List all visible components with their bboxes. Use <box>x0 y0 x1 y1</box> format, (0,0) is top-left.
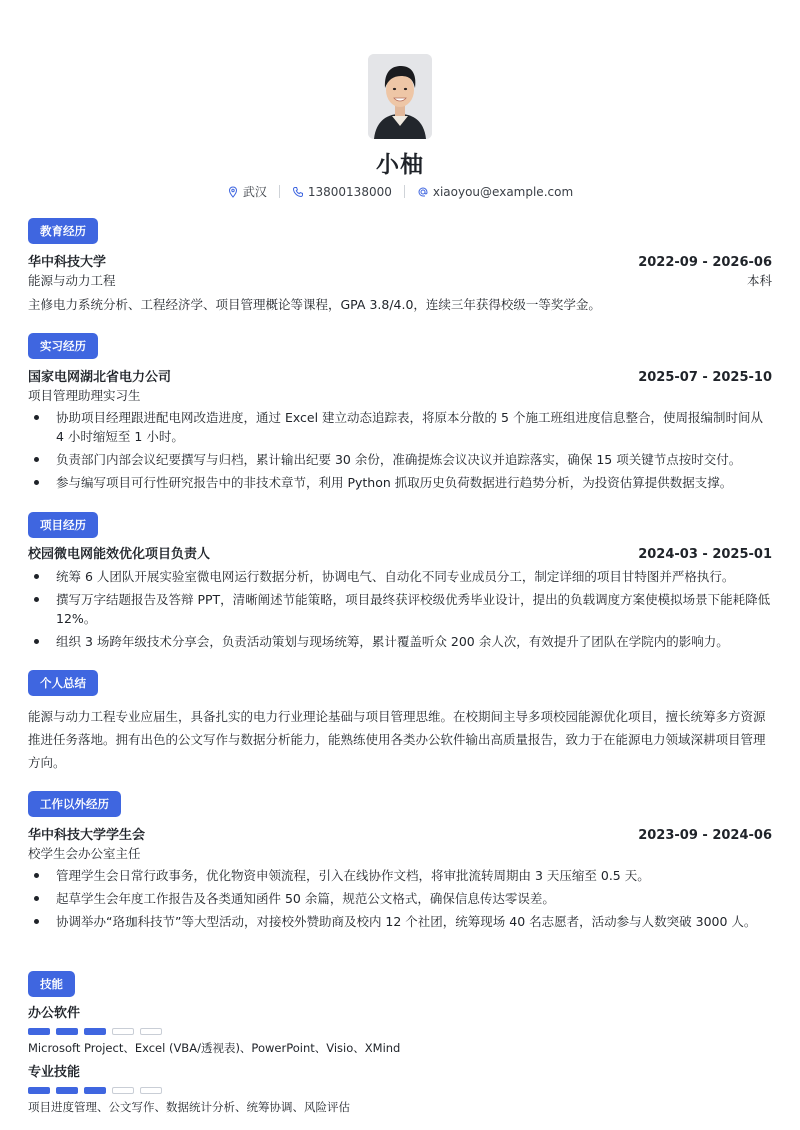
candidate-name: 小柚 <box>376 152 424 178</box>
contact-divider <box>404 185 405 198</box>
skills-section <box>28 971 772 1115</box>
contact-phone[interactable] <box>292 185 392 199</box>
skill-level-segment-filled <box>84 1028 106 1035</box>
contact-divider <box>279 185 280 198</box>
skill-level-segment-filled <box>28 1028 50 1035</box>
section-tag-summary: 个人总结 <box>28 670 98 696</box>
location-pin-icon <box>227 186 239 198</box>
section-tag-internship: 实习经历 <box>28 333 98 359</box>
summary-text: 能源与动力工程专业应届生，具备扎实的电力行业理论基础与项目管理思维。在校期间主导多项校园能源优化项目，擅长统筹多方资源推进任务落地。拥有出色的公文写作与数据分析能力，能熟练使用各类办公软件输出高质量报告，致力于在能源电力领域深耕项目管理方向。 <box>28 709 766 770</box>
project-header <box>28 546 772 564</box>
skill-level-bar <box>28 1028 772 1035</box>
list-item: 起草学生会年度工作报告及各类通知函件 50 余篇，规范公文格式，确保信息传达零误差。 <box>28 889 772 908</box>
extra-period: 2023-09 - 2024-06 <box>638 828 772 843</box>
section-tag-project: 项目经历 <box>28 512 98 538</box>
extra-header <box>28 827 772 845</box>
school-name: 华中科技大学 <box>28 255 107 270</box>
section-tag-extra: 工作以外经历 <box>28 791 121 817</box>
profile-photo <box>368 54 432 139</box>
skill-description: Microsoft Project、Excel (VBA/透视表)、PowerPoint、Visio、XMind <box>28 1041 401 1055</box>
project-bullets <box>28 567 772 651</box>
project-name: 校园微电网能效优化项目负责人 <box>28 547 211 562</box>
project-section <box>28 512 772 655</box>
extra-bullets <box>28 866 772 931</box>
skill-level-bar <box>28 1087 772 1094</box>
internship-role: 项目管理助理实习生 <box>28 388 141 403</box>
list-item: 负责部门内部会议纪要撰写与归档，累计输出纪要 30 余份，准确提炼会议决议并追踪落实，确保 15 项关键节点按时交付。 <box>28 450 772 469</box>
phone-icon <box>292 186 304 198</box>
company-name: 国家电网湖北省电力公司 <box>28 370 172 385</box>
city-text: 武汉 <box>242 185 267 199</box>
project-period: 2024-03 - 2025-01 <box>638 547 772 562</box>
internship-header <box>28 369 772 387</box>
major: 能源与动力工程 <box>28 273 116 288</box>
section-tag-skills: 技能 <box>28 971 75 997</box>
org-name: 华中科技大学学生会 <box>28 828 146 843</box>
skill-level-segment-empty <box>112 1087 134 1094</box>
email-text: xiaoyou@example.com <box>432 184 574 199</box>
contact-city <box>227 183 267 200</box>
list-item: 协助项目经理跟进配电网改造进度，通过 Excel 建立动态追踪表，将原本分散的 5 个施工班组进度信息整合，使周报编制时间从 4 小时缩短至 1 小时。 <box>28 408 772 446</box>
education-period: 2022-09 - 2026-06 <box>638 255 772 270</box>
skill-level-segment-empty <box>112 1028 134 1035</box>
phone-text: 13800138000 <box>307 184 392 199</box>
extra-role: 校学生会办公室主任 <box>28 846 141 861</box>
skill-name: 专业技能 <box>28 1065 81 1080</box>
contact-email[interactable] <box>417 185 573 199</box>
internship-bullets <box>28 408 772 492</box>
skill-item <box>28 1064 772 1115</box>
list-item: 统筹 6 人团队开展实验室微电网运行数据分析，协调电气、自动化不同专业成员分工，制定详细的项目甘特图并严格执行。 <box>28 567 772 586</box>
section-tag-education: 教育经历 <box>28 218 98 244</box>
education-section <box>28 218 772 316</box>
skill-name: 办公软件 <box>28 1006 81 1021</box>
degree: 本科 <box>746 273 772 288</box>
internship-section <box>28 333 772 496</box>
skill-level-segment-empty <box>140 1087 162 1094</box>
list-item: 组织 3 场跨年级技术分享会，负责活动策划与现场统筹，累计覆盖听众 200 余人次，有效提升了团队在学院内的影响力。 <box>28 632 772 651</box>
skill-item <box>28 1005 772 1056</box>
list-item: 参与编写项目可行性研究报告中的非技术章节，利用 Python 抓取历史负荷数据进行趋势分析，为投资估算提供数据支撑。 <box>28 473 772 492</box>
education-description: 主修电力系统分析、工程经济学、项目管理概论等课程，GPA 3.8/4.0，连续三年获得校级一等奖学金。 <box>28 297 601 312</box>
list-item: 管理学生会日常行政事务，优化物资申领流程，引入在线协作文档，将审批流转周期由 3 天压缩至 0.5 天。 <box>28 866 772 885</box>
contact-bar <box>0 183 800 200</box>
skill-level-segment-filled <box>56 1028 78 1035</box>
extra-section <box>28 791 772 935</box>
skill-description: 项目进度管理、公文写作、数据统计分析、统筹协调、风险评估 <box>28 1100 350 1114</box>
skill-level-segment-filled <box>56 1087 78 1094</box>
skill-level-segment-filled <box>84 1087 106 1094</box>
skill-level-segment-filled <box>28 1087 50 1094</box>
education-subrow <box>28 272 772 289</box>
list-item: 撰写万字结题报告及答辩 PPT，清晰阐述节能策略，项目最终获评校级优秀毕业设计，提出的负载调度方案使模拟场景下能耗降低 12%。 <box>28 590 772 628</box>
skill-level-segment-empty <box>140 1028 162 1035</box>
at-sign-icon <box>417 186 429 198</box>
education-header <box>28 254 772 272</box>
list-item: 协调举办“珞珈科技节”等大型活动，对接校外赞助商及校内 12 个社团，统筹现场 40 名志愿者，活动参与人数突破 3000 人。 <box>28 912 772 931</box>
summary-section <box>28 670 772 774</box>
internship-period: 2025-07 - 2025-10 <box>638 370 772 385</box>
